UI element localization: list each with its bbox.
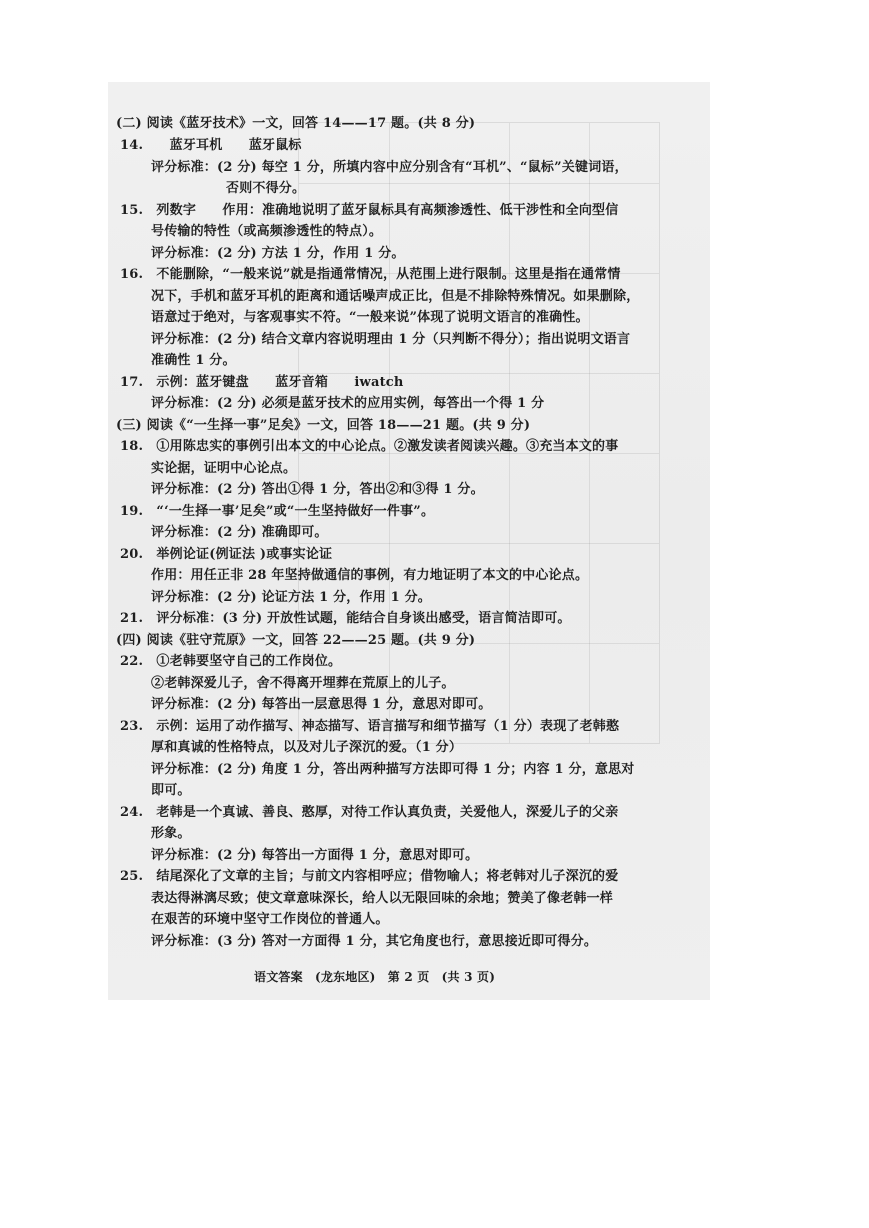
scoring-16: 评分标准：(2 分) 结合文章内容说明理由 1 分（只判断不得分）；指出说明文语言 bbox=[151, 332, 631, 347]
scoring-22: 评分标准：(2 分) 每答出一层意思得 1 分，意思对即可。 bbox=[151, 697, 492, 712]
answer-16-cont-2: 语意过于绝对，与客观事实不符。“一般来说”体现了说明文语言的准确性。 bbox=[151, 310, 589, 325]
answer-23: 23. 示例：运用了动作描写、神态描写、语言描写和细节描写（1 分）表现了老韩憨 bbox=[120, 719, 620, 734]
scoring-24: 评分标准：(2 分) 每答出一方面得 1 分，意思对即可。 bbox=[151, 848, 479, 863]
answer-25-cont-2: 在艰苦的环境中坚守工作岗位的普通人。 bbox=[151, 912, 389, 927]
scoring-14: 评分标准：(2 分) 每空 1 分，所填内容中应分别含有“耳机”、“鼠标”关键词语， bbox=[151, 160, 628, 175]
answer-20-effect: 作用：用任正非 28 年坚持做通信的事例，有力地证明了本文的中心论点。 bbox=[151, 568, 589, 583]
scoring-23-cont: 即可。 bbox=[151, 783, 191, 798]
answer-20: 20. 举例论证(例证法 )或事实论证 bbox=[120, 547, 333, 562]
section-heading-4: (四) 阅读《驻守荒原》一文，回答 22——25 题。(共 9 分) bbox=[116, 633, 476, 648]
section-heading-3: (三) 阅读《“一生择一事”足矣》一文，回答 18——21 题。(共 9 分) bbox=[116, 418, 531, 433]
answer-22-cont: ②老韩深爱儿子，舍不得离开埋葬在荒原上的儿子。 bbox=[151, 676, 455, 691]
answer-15: 15. 列数字 作用：准确地说明了蓝牙鼠标具有高频渗透性、低干涉性和全向型信 bbox=[120, 203, 619, 218]
page-footer: 语文答案 (龙东地区) 第 2 页 (共 3 页) bbox=[254, 970, 496, 984]
scoring-18: 评分标准：(2 分) 答出①得 1 分，答出②和③得 1 分。 bbox=[151, 482, 484, 497]
answer-18-cont: 实论据，证明中心论点。 bbox=[151, 461, 297, 476]
answer-23-cont: 厚和真诚的性格特点，以及对儿子深沉的爱。（1 分） bbox=[151, 740, 463, 755]
answer-14: 14. 蓝牙耳机 蓝牙鼠标 bbox=[120, 138, 302, 153]
answer-18: 18. ①用陈忠实的事例引出本文的中心论点。②激发读者阅读兴趣。③充当本文的事 bbox=[120, 439, 619, 454]
scoring-16-cont: 准确性 1 分。 bbox=[151, 353, 236, 368]
answer-15-cont: 号传输的特性（或高频渗透性的特点）。 bbox=[151, 224, 383, 239]
answer-22: 22. ①老韩要坚守自己的工作岗位。 bbox=[120, 654, 342, 669]
answer-17: 17. 示例：蓝牙键盘 蓝牙音箱 iwatch bbox=[120, 375, 404, 390]
scoring-20: 评分标准：(2 分) 论证方法 1 分，作用 1 分。 bbox=[151, 590, 431, 605]
scoring-19: 评分标准：(2 分) 准确即可。 bbox=[151, 525, 328, 540]
section-heading-2: (二) 阅读《蓝牙技术》一文，回答 14——17 题。(共 8 分) bbox=[116, 116, 476, 131]
answer-21: 21. 评分标准：(3 分) 开放性试题，能结合自身谈出感受，语言简洁即可。 bbox=[120, 611, 571, 626]
scoring-15: 评分标准：(2 分) 方法 1 分，作用 1 分。 bbox=[151, 246, 405, 261]
scoring-23: 评分标准：(2 分) 角度 1 分，答出两种描写方法即可得 1 分；内容 1 分，意思对 bbox=[151, 762, 635, 777]
answer-25: 25. 结尾深化了文章的主旨；与前文内容相呼应；借物喻人；将老韩对儿子深沉的爱 bbox=[120, 869, 619, 884]
scoring-25: 评分标准：(3 分) 答对一方面得 1 分，其它角度也行，意思接近即可得分。 bbox=[151, 934, 598, 949]
answer-16: 16. 不能删除，“一般来说”就是指通常情况，从范围上进行限制。这里是指在通常情 bbox=[120, 267, 621, 282]
answer-25-cont-1: 表达得淋漓尽致；使文章意味深长，给人以无限回味的余地；赞美了像老韩一样 bbox=[151, 891, 614, 906]
scoring-14-cont: 否则不得分。 bbox=[226, 181, 306, 196]
answer-24-cont: 形象。 bbox=[151, 826, 191, 841]
answer-16-cont-1: 况下，手机和蓝牙耳机的距离和通话噪声成正比，但是不排除特殊情况。如果删除， bbox=[151, 289, 640, 304]
answer-19: 19. “‘一生择一事’足矣”或“一生坚持做好一件事”。 bbox=[120, 504, 435, 519]
scoring-17: 评分标准：(2 分) 必须是蓝牙技术的应用实例，每答出一个得 1 分 bbox=[151, 396, 545, 411]
answer-24: 24. 老韩是一个真诚、善良、憨厚，对待工作认真负责，关爱他人，深爱儿子的父亲 bbox=[120, 805, 619, 820]
